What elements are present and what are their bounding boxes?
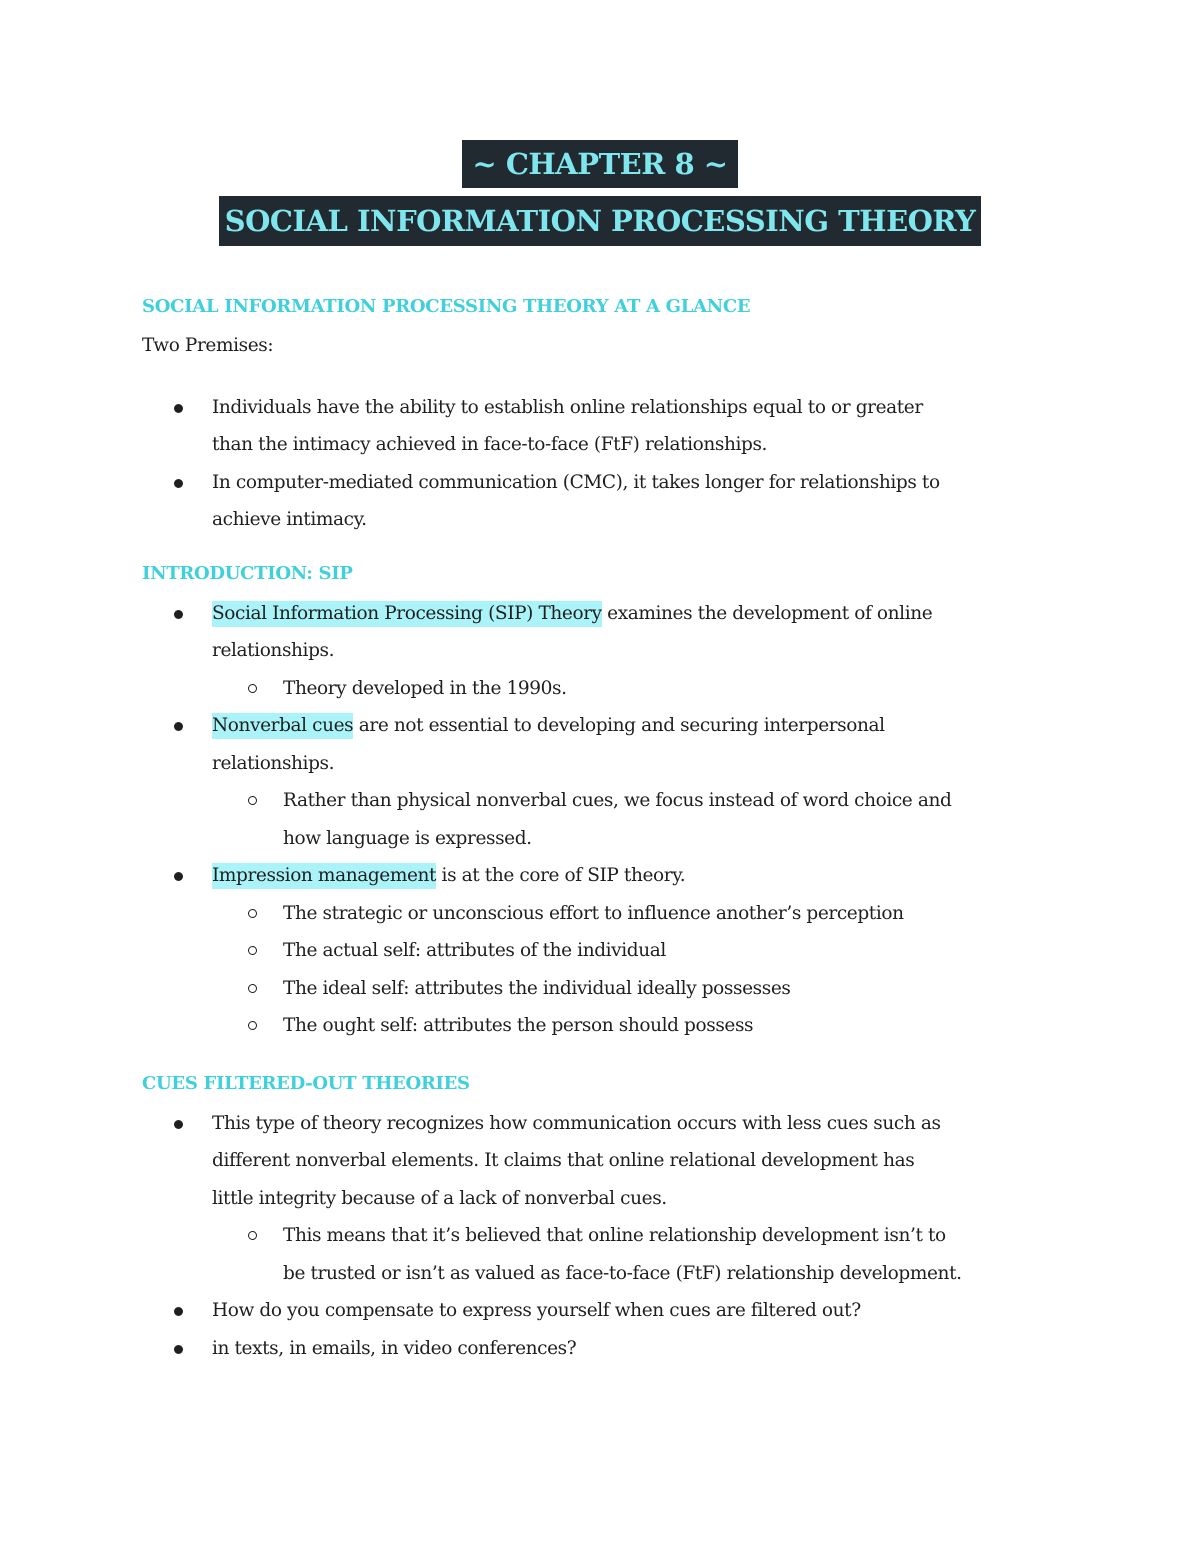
highlighted-term: Nonverbal cues <box>212 713 353 739</box>
circle-bullet-icon <box>248 684 257 693</box>
bullet-icon <box>174 872 183 881</box>
bullet-text: different nonverbal elements. It claims that online relational development has <box>212 1150 915 1171</box>
list-item <box>142 1292 1062 1330</box>
premise-2-line-2: achieve intimacy. <box>212 509 367 530</box>
theory-title-block <box>0 196 1200 246</box>
bullet-text: little integrity because of a lack of nonverbal cues. <box>212 1187 667 1209</box>
list-item <box>142 895 1062 933</box>
section-heading-glance: SOCIAL INFORMATION PROCESSING THEORY AT A GLANCE <box>142 296 751 317</box>
bullet-icon <box>174 1345 183 1354</box>
circle-bullet-icon <box>248 796 257 805</box>
bullet-icon <box>174 1120 183 1129</box>
highlighted-term: Social Information Processing (SIP) Theory <box>212 601 602 627</box>
list-item <box>142 389 1062 464</box>
sub-bullet-text: This means that it’s believed that online relationship development isn’t to <box>283 1225 946 1246</box>
theory-title: SOCIAL INFORMATION PROCESSING THEORY <box>219 196 982 246</box>
bullet-icon <box>174 610 183 619</box>
bullet-icon <box>174 404 183 413</box>
section-heading-cues: CUES FILTERED-OUT THEORIES <box>142 1072 470 1094</box>
premise-1-line-2: than the intimacy achieved in face-to-face (FtF) relationships. <box>212 434 768 455</box>
sub-bullet-text: how language is expressed. <box>283 827 532 849</box>
circle-bullet-icon <box>248 909 257 918</box>
list-item <box>142 970 1062 1008</box>
bullet-text: is at the core of SIP theory. <box>436 865 686 886</box>
premise-2-line-1: In computer-mediated communication (CMC), it takes longer for relationships to <box>212 471 940 493</box>
bullet-text: examines the development of online <box>601 602 933 624</box>
circle-bullet-icon <box>248 984 257 993</box>
list-item <box>142 595 1062 670</box>
sub-bullet-text: be trusted or isn’t as valued as face-to-face (FtF) relationship development. <box>283 1262 962 1284</box>
sub-bullet-text: The ideal self: attributes the individual ideally possesses <box>283 977 791 999</box>
list-item <box>142 782 1062 857</box>
chapter-title-block <box>0 140 1200 188</box>
circle-bullet-icon <box>248 946 257 955</box>
list-item <box>142 932 1062 970</box>
section-heading-introduction: INTRODUCTION: SIP <box>142 562 353 584</box>
bullet-text: in texts, in emails, in video conferences? <box>212 1337 577 1359</box>
circle-bullet-icon <box>248 1231 257 1240</box>
premise-1-line-1: Individuals have the ability to establish online relationships equal to or greater <box>212 396 923 418</box>
list-item <box>142 707 1062 782</box>
sub-bullet-text: Rather than physical nonverbal cues, we focus instead of word choice and <box>283 790 952 811</box>
list-item <box>142 1330 1062 1368</box>
document-content <box>142 292 1062 1367</box>
bullet-text: How do you compensate to express yourself when cues are filtered out? <box>212 1300 861 1321</box>
list-item <box>142 1105 1062 1218</box>
sub-bullet-text: The ought self: attributes the person should possess <box>283 1015 754 1036</box>
sub-bullet-text: Theory developed in the 1990s. <box>283 677 567 699</box>
list-item <box>142 1217 1062 1292</box>
circle-bullet-icon <box>248 1021 257 1030</box>
bullet-text: This type of theory recognizes how communication occurs with less cues such as <box>212 1112 941 1134</box>
sub-bullet-text: The actual self: attributes of the individual <box>283 940 666 961</box>
premises-intro: Two Premises: <box>142 335 274 356</box>
list-item <box>142 1007 1062 1045</box>
cues-list <box>142 1105 1062 1368</box>
chapter-number: ~ CHAPTER 8 ~ <box>462 140 737 188</box>
bullet-icon <box>174 479 183 488</box>
highlighted-term: Impression management <box>212 863 436 889</box>
sub-bullet-text: The strategic or unconscious effort to influence another’s perception <box>283 902 904 924</box>
introduction-list <box>142 595 1062 1045</box>
premises-list <box>142 389 1062 539</box>
bullet-text: are not essential to developing and securing interpersonal <box>353 715 885 736</box>
bullet-icon <box>174 1307 183 1316</box>
list-item <box>142 464 1062 539</box>
bullet-text: relationships. <box>212 640 335 661</box>
bullet-icon <box>174 722 183 731</box>
list-item <box>142 670 1062 708</box>
bullet-text: relationships. <box>212 752 335 774</box>
list-item <box>142 857 1062 895</box>
